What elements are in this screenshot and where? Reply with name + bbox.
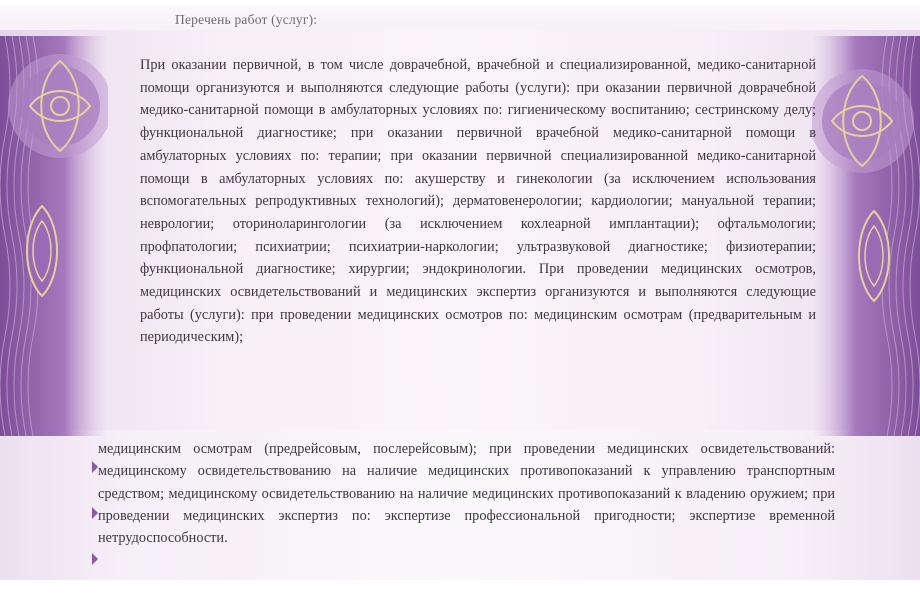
left-ornament-graphic <box>0 36 108 436</box>
left-top-medallion <box>8 54 108 158</box>
right-ornament-graphic <box>812 36 920 436</box>
right-top-medallion <box>812 69 914 173</box>
works-list-heading: Перечень работ (услуг): <box>175 12 318 27</box>
services-paragraph: При оказании первичной, в том числе доврачебной, врачебной и специализированной, медико-санитарной помощи организуются и выполняются следующие работы (услуги): при оказании первичной доврачебной медико-санитарной помощи в амбулаторных условиях по: гигиеническому воспитанию; сестринскому делу; функциональной диагностике; при оказании первичной врачебной медико-санитарной помощи в амбулаторных условиях по: терапии; при оказании первичной специализированной медико-санитарной помощи в амбулаторных условиях по: акушерству и гинекологии (за исключением использования вспомогательных репродуктивных технологий); дерматовенерологии; кардиологии; мануальной терапии; неврологии; оториноларингологии (за исключением кохлеарной имплантации); офтальмологии; профпатологии; психиатрии; психиатрии-наркологии; ультразвуковой диагностике; физиотерапии; функциональной диагностике; хирургии; эндокринологии. При проведении медицинских осмотров, медицинских освидетельствований и медицинских экспертиз организуются и выполняются следующие работы (услуги): при проведении медицинских осмотров по: медицинским осмотрам (предварительным и периодическим); <box>140 57 816 346</box>
services-paragraph-continued: медицинским осмотрам (предрейсовым, послерейсовым); при проведении медицинских освидетельствований: медицинскому освидетельствованию на наличие медицинских противопоказаний к управлению транспортным средством; медицинскому освидетельствованию на наличие медицинских противопоказаний к владению оружием; при проведении медицинских экспертиз по: экспертизе профессиональной пригодности; экспертизе временной нетрудоспособности. <box>98 441 835 547</box>
right-ornament-band <box>812 36 920 436</box>
bottom-margin <box>0 580 920 600</box>
left-ornament-band <box>0 36 108 436</box>
